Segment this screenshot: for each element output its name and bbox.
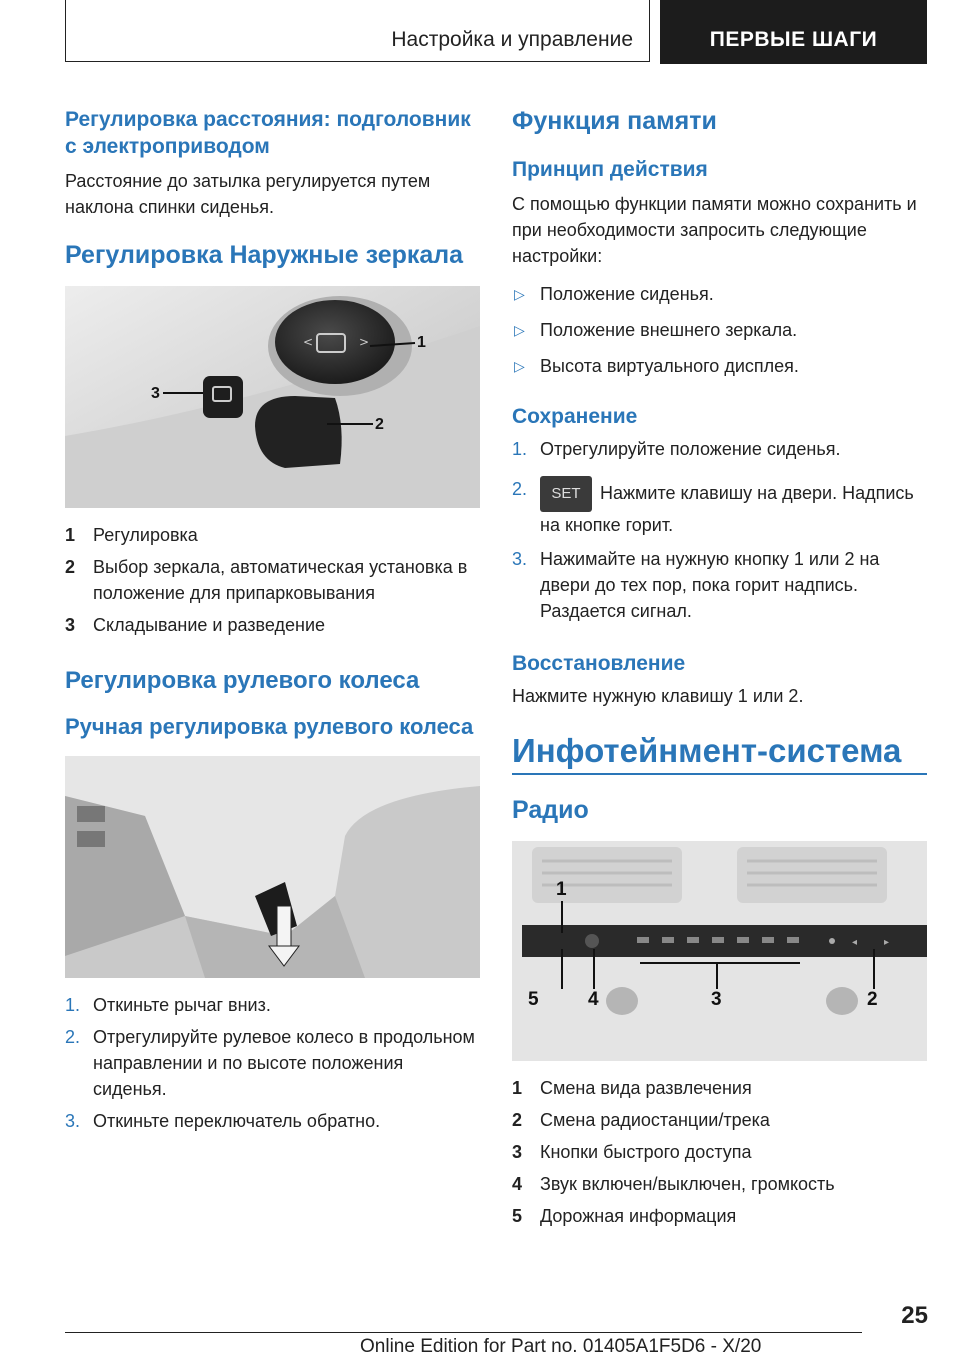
heading-steering-manual: Ручная регулировка рулевого колеса: [65, 714, 474, 739]
steering-lever-illustration: [65, 756, 480, 978]
legend-item: 3 Складывание и разведение: [65, 615, 326, 635]
legend-item: 2 Выбор зеркала, автоматическая установка в положение для припарковывания: [65, 557, 468, 603]
step-item: 2. SET Нажмите клавишу на двери. Надпись на кнопке горит.: [512, 476, 927, 538]
legend-item: 2 Смена радиостанции/трека: [512, 1110, 770, 1130]
paragraph-headrest: Расстояние до затылка регулируется путем наклона спинки сиденья.: [65, 171, 431, 217]
legend-item: 1 Регулировка: [65, 525, 198, 545]
bullet-item: ▷ Положение сиденья.: [512, 281, 927, 307]
bullet-item: ▷ Высота виртуального дисплея.: [512, 353, 927, 379]
paragraph-principle: С помощью функции памяти можно сохранить и при необходимости запросить следующие настройки:: [512, 194, 917, 266]
triangle-bullet-icon: ▷: [514, 358, 525, 374]
svg-text:<: <: [303, 335, 314, 349]
triangle-bullet-icon: ▷: [514, 286, 525, 302]
header-chapter-tab: [660, 0, 927, 64]
radio-callout-4: 4: [588, 989, 599, 1010]
heading-save: Сохранение: [512, 405, 638, 428]
step-item: 1. Отрегулируйте положение сиденья.: [512, 439, 841, 459]
triangle-bullet-icon: ▷: [514, 322, 525, 338]
page-header: [65, 0, 927, 64]
legend-item: 1 Смена вида развлечения: [512, 1078, 752, 1098]
svg-text:◂: ◂: [852, 937, 858, 948]
set-button-icon: SET: [540, 476, 592, 512]
callout-1: 1: [417, 334, 426, 351]
heading-principle: Принцип действия: [512, 158, 708, 181]
step-item: 3. Откиньте переключатель обратно.: [65, 1111, 381, 1131]
paragraph-restore: Нажмите нужную клавишу 1 или 2.: [512, 686, 804, 706]
header-section-title: Настройка и управление: [391, 28, 633, 51]
footer-rule: [65, 1332, 862, 1333]
heading-radio: Радио: [512, 796, 589, 824]
heading-infotainment: Инфотейнмент-система: [512, 732, 902, 769]
radio-legend: [512, 1075, 927, 1229]
mirror-legend: [65, 522, 480, 638]
radio-callout-3: 3: [711, 989, 722, 1010]
radio-panel-illustration: [512, 841, 927, 1061]
left-column: [65, 106, 480, 1134]
legend-item: 5 Дорожная информация: [512, 1206, 737, 1226]
radio-panel-image: [512, 841, 927, 1061]
radio-callout-2: 2: [867, 989, 878, 1010]
mirror-control-illustration: [65, 286, 480, 508]
steering-lever-image: [65, 756, 480, 978]
section-rule: [512, 731, 927, 775]
heading-mirrors: Регулировка Наружные зеркала: [65, 241, 464, 269]
callout-3: 3: [151, 385, 160, 402]
page-number: 25: [901, 1302, 928, 1329]
bullet-item: ▷ Положение внешнего зеркала.: [512, 317, 927, 343]
right-column: [512, 104, 927, 1229]
callout-2: 2: [375, 416, 384, 433]
heading-headrest: Регулировка расстояния: подголовник с электроприводом: [65, 108, 471, 158]
heading-steering: Регулировка рулевого колеса: [65, 667, 420, 694]
legend-item: 4 Звук включен/выключен, громкость: [512, 1174, 835, 1194]
mirror-control-image: [65, 286, 480, 508]
radio-callout-5: 5: [528, 989, 539, 1010]
step-item: 2. Отрегулируйте рулевое колесо в продольном направлении и по высоте положения сиденья.: [65, 1027, 475, 1099]
heading-memory: Функция памяти: [512, 107, 717, 135]
save-steps: [512, 436, 927, 624]
radio-callout-1: 1: [556, 879, 567, 900]
memory-bullet-list: [512, 281, 927, 379]
step-item: 3. Нажимайте на нужную кнопку 1 или 2 на двери до тех пор, пока горит надпись. Раздается сигнал.: [512, 549, 880, 621]
header-section-box: [65, 0, 650, 62]
header-chapter-title: ПЕРВЫЕ ШАГИ: [709, 28, 878, 51]
step-item: 1. Откиньте рычаг вниз.: [65, 995, 271, 1015]
steering-steps: [65, 992, 480, 1134]
legend-item: 3 Кнопки быстрого доступа: [512, 1142, 752, 1162]
heading-restore: Восстановление: [512, 652, 686, 675]
svg-text:▸: ▸: [884, 937, 890, 948]
svg-text:>: >: [359, 335, 370, 349]
edition-footer: Online Edition for Part no. 01405A1F5D6 - X/20: [360, 1336, 762, 1357]
